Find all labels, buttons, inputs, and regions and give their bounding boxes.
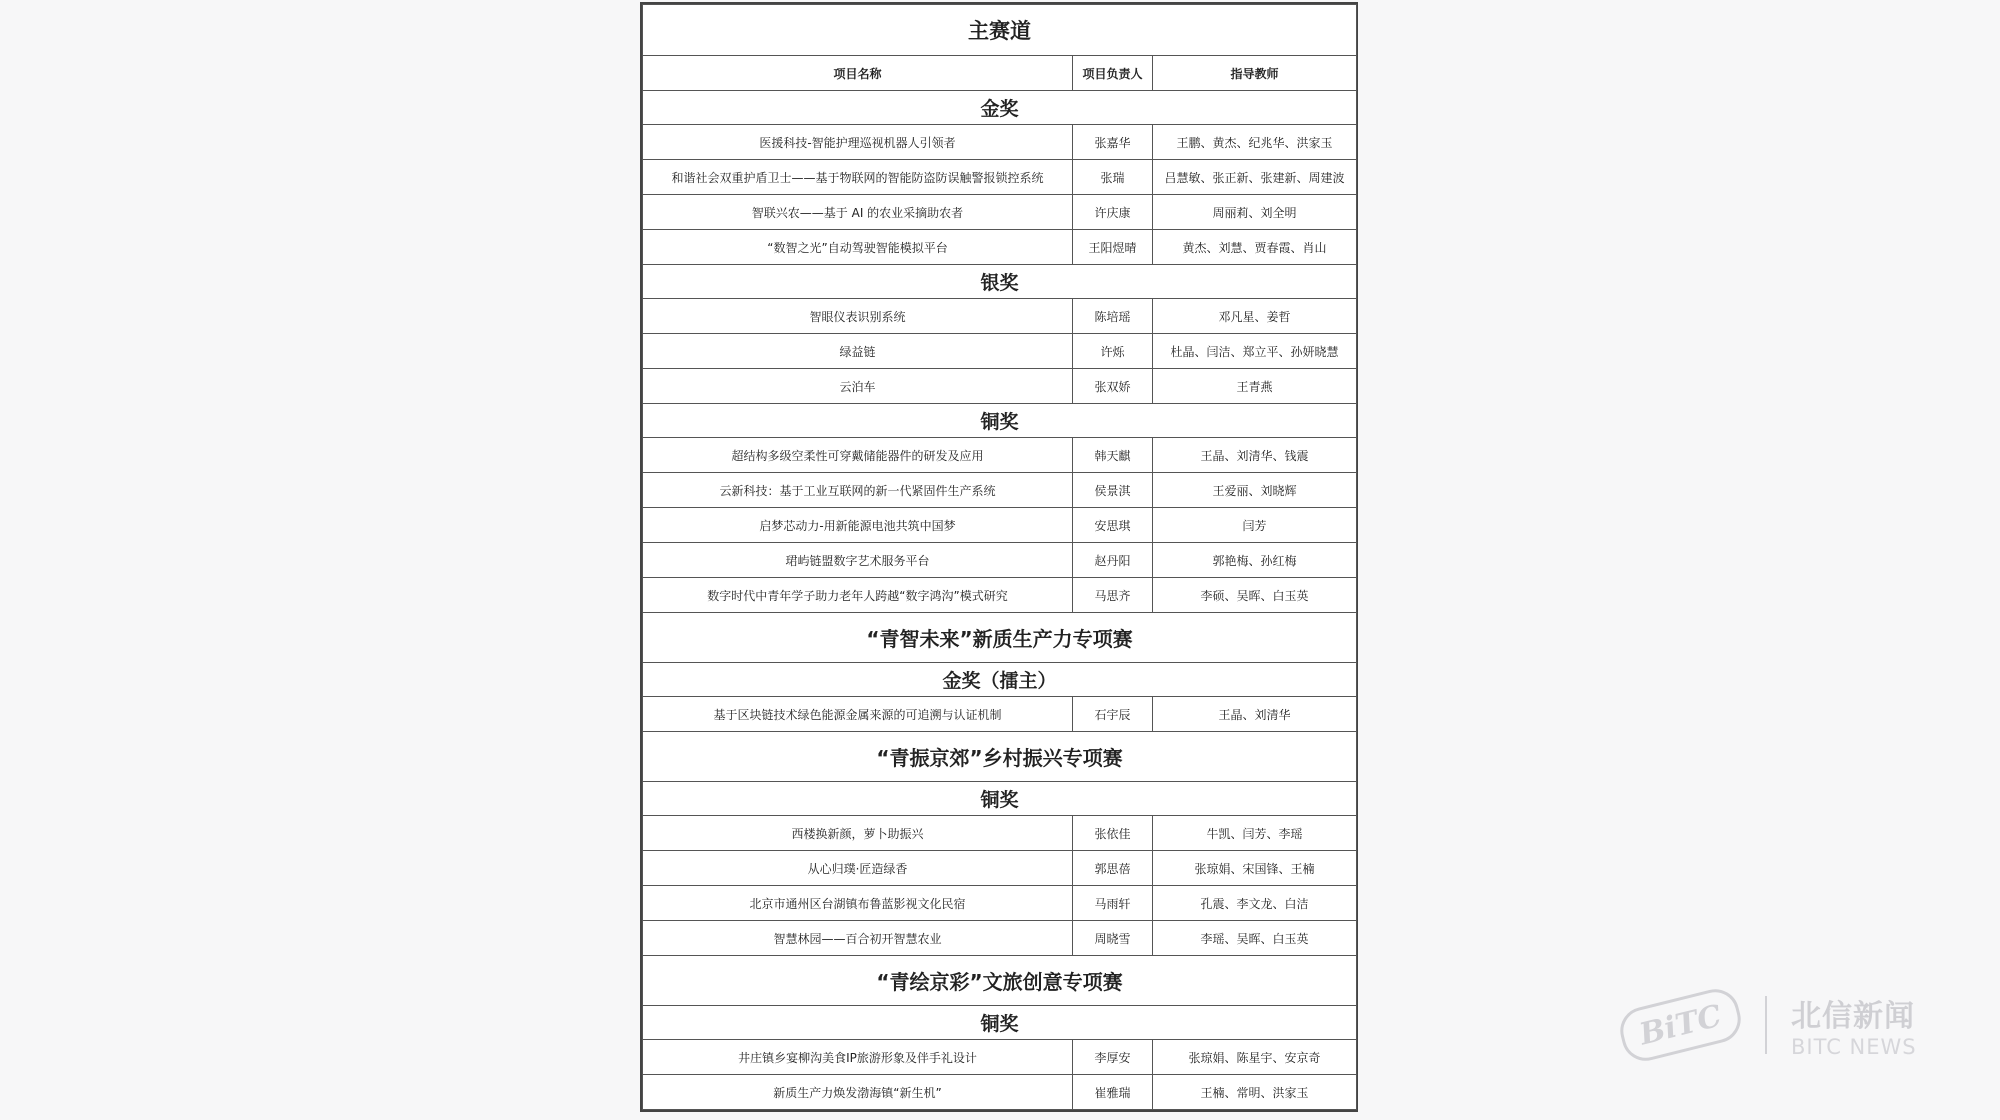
- project-leader-cell: 张瑞: [1073, 160, 1153, 195]
- bitc-logo-icon: BiTC: [1615, 984, 1745, 1066]
- table-row: [643, 369, 1357, 404]
- advisor-cell: 张琼娟、陈星宇、安京奇: [1153, 1040, 1357, 1075]
- advisor-cell: 王爱丽、刘晓辉: [1153, 473, 1357, 508]
- award-level-row: [643, 404, 1357, 438]
- advisor-cell: 王青燕: [1153, 369, 1357, 404]
- advisor-cell: 王晶、刘清华: [1153, 697, 1357, 732]
- column-header-row: [643, 56, 1357, 91]
- advisor-cell: 孔震、李文龙、白洁: [1153, 886, 1357, 921]
- award-level-row: [643, 1006, 1357, 1040]
- main-title-row: [643, 5, 1357, 56]
- section-title: “青振京郊”乡村振兴专项赛: [643, 732, 1357, 782]
- project-name-cell: 医援科技-智能护理巡视机器人引领者: [643, 125, 1073, 160]
- table-row: [643, 1075, 1357, 1110]
- project-leader-cell: 石宇辰: [1073, 697, 1153, 732]
- section-title: “青智未来”新质生产力专项赛: [643, 613, 1357, 663]
- news-watermark: [1620, 985, 1950, 1065]
- watermark-divider: [1765, 996, 1767, 1054]
- project-leader-cell: 安思琪: [1073, 508, 1153, 543]
- advisor-cell: 郭艳梅、孙红梅: [1153, 543, 1357, 578]
- project-leader-cell: 陈培瑶: [1073, 299, 1153, 334]
- header-project-name: 项目名称: [643, 56, 1073, 91]
- table-row: [643, 886, 1357, 921]
- project-leader-cell: 王阳煜晴: [1073, 230, 1153, 265]
- project-leader-cell: 周晓雪: [1073, 921, 1153, 956]
- award-level-row: [643, 91, 1357, 125]
- watermark-cn: 北信新闻: [1791, 999, 1915, 1034]
- advisor-cell: 杜晶、闫洁、郑立平、孙妍晓慧: [1153, 334, 1357, 369]
- project-name-cell: 智联兴农——基于 AI 的农业采摘助农者: [643, 195, 1073, 230]
- advisor-cell: 吕慧敏、张正新、张建新、周建波: [1153, 160, 1357, 195]
- table-row: [643, 578, 1357, 613]
- project-leader-cell: 马思齐: [1073, 578, 1153, 613]
- table-row: [643, 1040, 1357, 1075]
- award-level: 铜奖: [643, 782, 1357, 816]
- advisor-cell: 王鹏、黄杰、纪兆华、洪家玉: [1153, 125, 1357, 160]
- watermark-en: BITC NEWS: [1791, 1035, 1917, 1059]
- award-level: 银奖: [643, 265, 1357, 299]
- advisor-cell: 周丽莉、刘全明: [1153, 195, 1357, 230]
- table-row: [643, 334, 1357, 369]
- project-leader-cell: 张依佳: [1073, 816, 1153, 851]
- project-leader-cell: 张双娇: [1073, 369, 1153, 404]
- advisor-cell: 张琼娟、宋国锋、王楠: [1153, 851, 1357, 886]
- project-name-cell: 超结构多级空柔性可穿戴储能器件的研发及应用: [643, 438, 1073, 473]
- project-name-cell: 启梦芯动力-用新能源电池共筑中国梦: [643, 508, 1073, 543]
- main-title: 主赛道: [643, 5, 1357, 56]
- section-title: “青绘京彩”文旅创意专项赛: [643, 956, 1357, 1006]
- table-row: [643, 125, 1357, 160]
- section-title-row: [643, 613, 1357, 663]
- award-level-row: [643, 265, 1357, 299]
- table-row: [643, 816, 1357, 851]
- project-leader-cell: 崔雅瑞: [1073, 1075, 1153, 1110]
- project-name-cell: 北京市通州区台湖镇布鲁蓝影视文化民宿: [643, 886, 1073, 921]
- table-row: [643, 921, 1357, 956]
- section-title-row: [643, 956, 1357, 1006]
- advisor-cell: 邓凡星、姜哲: [1153, 299, 1357, 334]
- project-leader-cell: 郭思蓓: [1073, 851, 1153, 886]
- award-level: 铜奖: [643, 1006, 1357, 1040]
- section-title-row: [643, 732, 1357, 782]
- advisor-cell: 李硕、吴晖、白玉英: [1153, 578, 1357, 613]
- table-row: [643, 160, 1357, 195]
- table-row: [643, 697, 1357, 732]
- project-name-cell: 珺屿链盟数字艺术服务平台: [643, 543, 1073, 578]
- award-document: [640, 2, 1358, 1112]
- project-name-cell: 从心归璞·匠造绿香: [643, 851, 1073, 886]
- advisor-cell: 王晶、刘清华、钱震: [1153, 438, 1357, 473]
- award-table: [642, 4, 1357, 1110]
- project-name-cell: 智慧林园——百合初开智慧农业: [643, 921, 1073, 956]
- advisor-cell: 王楠、常明、洪家玉: [1153, 1075, 1357, 1110]
- advisor-cell: 李瑶、吴晖、白玉英: [1153, 921, 1357, 956]
- award-level: 金奖（擂主）: [643, 663, 1357, 697]
- table-row: [643, 543, 1357, 578]
- watermark-text: [1791, 991, 1917, 1059]
- project-leader-cell: 韩天麒: [1073, 438, 1153, 473]
- project-name-cell: 数字时代中青年学子助力老年人跨越“数字鸿沟”模式研究: [643, 578, 1073, 613]
- project-leader-cell: 许庆康: [1073, 195, 1153, 230]
- project-name-cell: 云泊车: [643, 369, 1073, 404]
- award-level: 金奖: [643, 91, 1357, 125]
- project-name-cell: 智眼仪表识别系统: [643, 299, 1073, 334]
- project-name-cell: “数智之光”自动驾驶智能模拟平台: [643, 230, 1073, 265]
- project-name-cell: 绿益链: [643, 334, 1073, 369]
- project-name-cell: 云新科技：基于工业互联网的新一代紧固件生产系统: [643, 473, 1073, 508]
- award-table-body: [643, 5, 1357, 1110]
- project-leader-cell: 李厚安: [1073, 1040, 1153, 1075]
- table-row: [643, 299, 1357, 334]
- header-advisor: 指导教师: [1153, 56, 1357, 91]
- advisor-cell: 牛凯、闫芳、李瑶: [1153, 816, 1357, 851]
- table-row: [643, 195, 1357, 230]
- project-name-cell: 井庄镇乡宴柳沟美食IP旅游形象及伴手礼设计: [643, 1040, 1073, 1075]
- award-level-row: [643, 782, 1357, 816]
- table-row: [643, 851, 1357, 886]
- project-leader-cell: 马雨轩: [1073, 886, 1153, 921]
- project-name-cell: 基于区块链技术绿色能源金属来源的可追溯与认证机制: [643, 697, 1073, 732]
- project-leader-cell: 许烁: [1073, 334, 1153, 369]
- table-row: [643, 508, 1357, 543]
- award-level: 铜奖: [643, 404, 1357, 438]
- project-leader-cell: 侯景淇: [1073, 473, 1153, 508]
- table-row: [643, 230, 1357, 265]
- project-name-cell: 西楼换新颜，萝卜助振兴: [643, 816, 1073, 851]
- project-leader-cell: 赵丹阳: [1073, 543, 1153, 578]
- table-row: [643, 438, 1357, 473]
- header-project-leader: 项目负责人: [1073, 56, 1153, 91]
- award-level-row: [643, 663, 1357, 697]
- project-name-cell: 和谐社会双重护盾卫士——基于物联网的智能防盗防误触警报锁控系统: [643, 160, 1073, 195]
- table-row: [643, 473, 1357, 508]
- advisor-cell: 黄杰、刘慧、贾春霞、肖山: [1153, 230, 1357, 265]
- project-name-cell: 新质生产力焕发渤海镇“新生机”: [643, 1075, 1073, 1110]
- advisor-cell: 闫芳: [1153, 508, 1357, 543]
- project-leader-cell: 张嘉华: [1073, 125, 1153, 160]
